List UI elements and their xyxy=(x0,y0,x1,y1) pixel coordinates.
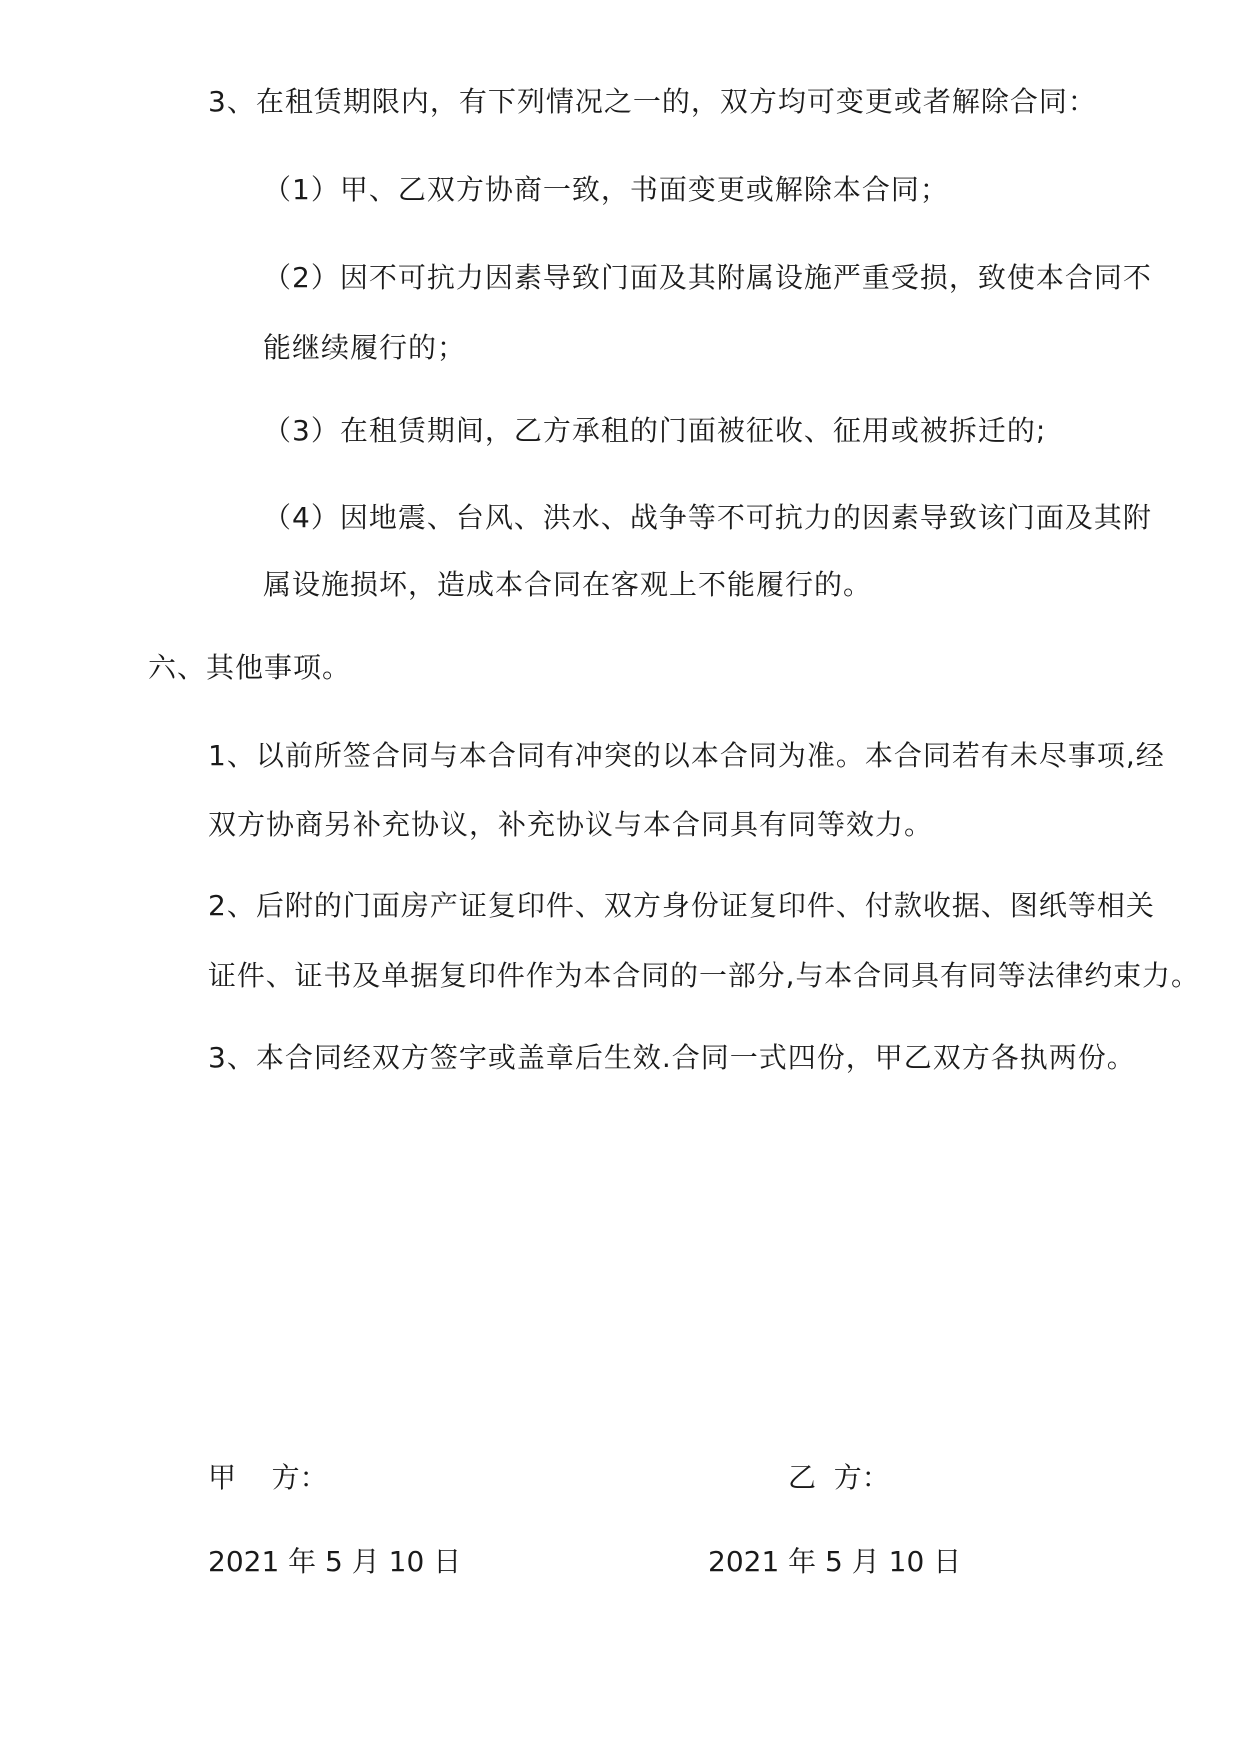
clause6-heading: 六、其他事项。 xyxy=(148,651,352,684)
clause6-item2-line2: 证件、证书及单据复印件作为本合同的一部分,与本合同具有同等法律约束力。 xyxy=(208,959,1200,992)
clause5-sub4-line1: （4）因地震、台风、洪水、战争等不可抗力的因素导致该门面及其附 xyxy=(263,501,1152,534)
party-b-date: 2021 年 5 月 10 日 xyxy=(708,1545,962,1578)
party-a-date: 2021 年 5 月 10 日 xyxy=(208,1545,462,1578)
clause6-item3: 3、本合同经双方签字或盖章后生效.合同一式四份，甲乙双方各执两份。 xyxy=(208,1041,1136,1074)
clause5-sub2-line2: 能继续履行的； xyxy=(263,331,467,364)
clause5-sub1: （1）甲、乙双方协商一致，书面变更或解除本合同； xyxy=(263,173,949,206)
clause5-sub3: （3）在租赁期间，乙方承租的门面被征收、征用或被拆迁的; xyxy=(263,414,1047,447)
clause5-sub4-line2: 属设施损坏，造成本合同在客观上不能履行的。 xyxy=(263,568,873,601)
clause5-item3-intro: 3、在租赁期限内，有下列情况之一的，双方均可变更或者解除合同： xyxy=(208,85,1097,118)
clause6-item2-line1: 2、后附的门面房产证复印件、双方身份证复印件、付款收据、图纸等相关 xyxy=(208,889,1155,922)
party-b-label: 乙 方： xyxy=(788,1461,890,1494)
clause6-item1-line2: 双方协商另补充协议，补充协议与本合同具有同等效力。 xyxy=(208,808,934,841)
clause5-sub2-line1: （2）因不可抗力因素导致门面及其附属设施严重受损，致使本合同不 xyxy=(263,261,1152,294)
clause6-item1-line1: 1、以前所签合同与本合同有冲突的以本合同为准。本合同若有未尽事项,经 xyxy=(208,739,1165,772)
party-a-label: 甲 方： xyxy=(208,1461,328,1494)
